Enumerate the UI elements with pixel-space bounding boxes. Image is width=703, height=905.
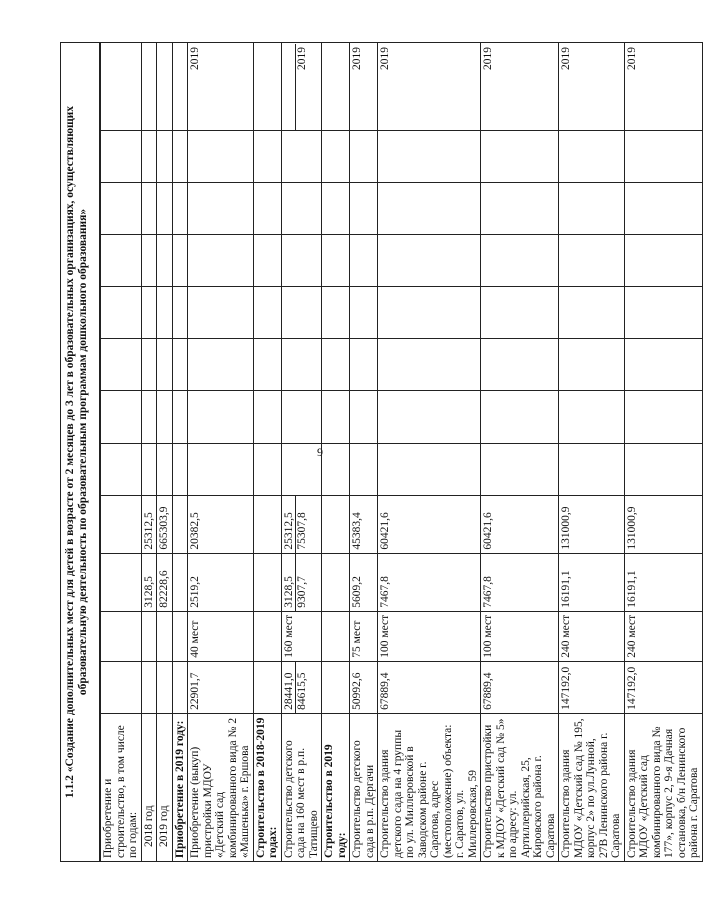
row-name: 2018 год	[141, 713, 157, 861]
page-number: 9	[317, 445, 323, 459]
row-name: Строительство здания детского сада на 4 группы по ул. Миллеровской в Заводском районе г. Саратова, адрес (местоположение) объекта: г. Саратов, ул. Миллеровская, 59	[378, 713, 481, 861]
cell-col-c: 3128,5	[141, 553, 157, 611]
cell-empty	[624, 131, 702, 183]
cell-empty	[188, 131, 254, 183]
cell-col-b	[322, 611, 350, 661]
cell-col-d: 45383,4	[350, 495, 378, 553]
cell-empty	[624, 339, 702, 391]
table-row	[141, 43, 157, 862]
cell-part: 9307,7	[296, 576, 308, 608]
cell-year	[281, 43, 322, 131]
cell-col-c	[172, 553, 188, 611]
cell-col-a	[172, 661, 188, 713]
cell-col-b: 100 мест	[481, 611, 559, 661]
cell-empty	[101, 391, 142, 443]
cell-col-a	[322, 661, 350, 713]
cell-empty	[481, 339, 559, 391]
cell-col-c: 82228,6	[157, 553, 173, 611]
cell-year	[101, 43, 142, 131]
cell-empty	[157, 391, 173, 443]
cell-empty	[188, 443, 254, 495]
cell-empty	[281, 235, 322, 287]
cell-empty	[172, 131, 188, 183]
cell-col-b: 40 мест	[188, 611, 254, 661]
cell-empty	[172, 183, 188, 235]
row-name: Приобретение в 2019 году:	[172, 713, 188, 861]
cell-col-b: 75 мест	[350, 611, 378, 661]
cell-empty	[188, 391, 254, 443]
cell-col-c: 7467,8	[481, 553, 559, 611]
cell-col-b	[172, 611, 188, 661]
cell-year	[157, 43, 173, 131]
cell-empty	[378, 235, 481, 287]
cell-year	[253, 43, 281, 131]
cell-empty	[559, 443, 625, 495]
cell-col-d	[322, 495, 350, 553]
cell-year	[172, 43, 188, 131]
cell-col-b: 100 мест	[378, 611, 481, 661]
cell-part	[283, 44, 297, 130]
cell-empty	[481, 443, 559, 495]
cell-col-a	[281, 661, 322, 713]
cell-col-d: 131000,9	[624, 495, 702, 553]
cell-empty	[188, 235, 254, 287]
cell-empty	[481, 287, 559, 339]
cell-col-d	[101, 495, 142, 553]
cell-year	[141, 43, 157, 131]
cell-col-c	[281, 553, 322, 611]
cell-empty	[624, 287, 702, 339]
cell-empty	[281, 443, 322, 495]
cell-empty	[559, 235, 625, 287]
cell-col-d: 131000,9	[559, 495, 625, 553]
cell-empty	[172, 287, 188, 339]
cell-empty	[350, 183, 378, 235]
table-row	[101, 43, 142, 862]
cell-empty	[481, 235, 559, 287]
cell-col-c	[253, 553, 281, 611]
cell-empty	[253, 287, 281, 339]
cell-empty	[322, 235, 350, 287]
cell-empty	[172, 235, 188, 287]
cell-empty	[253, 391, 281, 443]
cell-empty	[188, 183, 254, 235]
row-name: Строительство пристройки к МДОУ «Детский сад № 5» по адресу: ул. Артиллерийская, 25, Кировского района г. Саратова	[481, 713, 559, 861]
cell-empty	[188, 287, 254, 339]
cell-year	[322, 43, 350, 131]
cell-col-c: 16191,1	[559, 553, 625, 611]
cell-col-a: 67889,4	[378, 661, 481, 713]
cell-empty	[559, 131, 625, 183]
cell-empty	[141, 183, 157, 235]
cell-year: 2019	[188, 43, 254, 131]
cell-col-b	[101, 611, 142, 661]
cell-empty	[253, 443, 281, 495]
cell-empty	[350, 287, 378, 339]
rotated-table-sheet	[60, 42, 700, 862]
cell-empty	[624, 443, 702, 495]
section-header-line1: 1.1.2 «Создание дополнительных мест для детей в возрасте от 2 месяцев до 3 лет в образовательных организациях, осуществляющих	[64, 105, 76, 799]
cell-col-d: 60421,6	[481, 495, 559, 553]
cell-empty	[559, 287, 625, 339]
cell-col-c: 16191,1	[624, 553, 702, 611]
cell-empty	[322, 339, 350, 391]
table-row	[559, 43, 625, 862]
table-row	[157, 43, 173, 862]
cell-empty	[101, 287, 142, 339]
cell-empty	[378, 131, 481, 183]
cell-empty	[281, 391, 322, 443]
cell-empty	[281, 287, 322, 339]
cell-empty	[253, 339, 281, 391]
table-row	[172, 43, 188, 862]
cell-empty	[172, 391, 188, 443]
cell-col-a	[101, 661, 142, 713]
cell-col-b	[141, 611, 157, 661]
cell-empty	[378, 287, 481, 339]
cell-empty	[157, 235, 173, 287]
cell-part: 28441,0	[283, 662, 297, 713]
cell-col-d	[281, 495, 322, 553]
cell-col-d	[172, 495, 188, 553]
cell-empty	[559, 391, 625, 443]
table-row	[322, 43, 350, 862]
cell-empty	[253, 235, 281, 287]
cell-col-c	[322, 553, 350, 611]
cell-col-d	[253, 495, 281, 553]
cell-empty	[378, 339, 481, 391]
cell-empty	[322, 183, 350, 235]
cell-col-c	[101, 553, 142, 611]
cell-empty	[141, 235, 157, 287]
cell-col-d: 60421,6	[378, 495, 481, 553]
cell-col-c: 2519,2	[188, 553, 254, 611]
section-header	[60, 42, 100, 862]
row-name: Строительство здания МДОУ «Детский сад № 195, корпус 2» по ул.Лунной, 27В Ленинского района г. Саратова	[559, 713, 625, 861]
cell-part: 75307,8	[296, 512, 308, 550]
cell-col-b	[253, 611, 281, 661]
cell-year: 2019	[624, 43, 702, 131]
cell-empty	[281, 339, 322, 391]
cell-empty	[141, 443, 157, 495]
cell-empty	[322, 287, 350, 339]
cell-empty	[350, 339, 378, 391]
table-row	[253, 43, 281, 862]
cell-empty	[157, 287, 173, 339]
cell-empty	[141, 339, 157, 391]
cell-col-a: 50992,6	[350, 661, 378, 713]
cell-empty	[624, 183, 702, 235]
cell-part: 3128,5	[283, 554, 297, 611]
cell-empty	[322, 443, 350, 495]
row-name: Приобретение и строительство, в том числе по годам:	[101, 713, 142, 861]
cell-col-d: 25312,5	[141, 495, 157, 553]
table-row	[188, 43, 254, 862]
cell-empty	[253, 183, 281, 235]
cell-col-b: 240 мест	[559, 611, 625, 661]
cell-empty	[141, 391, 157, 443]
cell-empty	[624, 235, 702, 287]
cell-empty	[378, 443, 481, 495]
cell-empty	[350, 391, 378, 443]
cell-col-a: 147192,0	[559, 661, 625, 713]
table-row	[481, 43, 559, 862]
cell-empty	[481, 391, 559, 443]
cell-col-a	[157, 661, 173, 713]
cell-empty	[350, 131, 378, 183]
row-name: Строительство в 2019 году:	[322, 713, 350, 861]
cell-empty	[481, 183, 559, 235]
data-table	[100, 42, 703, 862]
cell-col-b: 160 мест	[281, 611, 322, 661]
row-name: Строительство детского сада в р.п. Дергачи	[350, 713, 378, 861]
cell-col-b	[157, 611, 173, 661]
cell-empty	[141, 287, 157, 339]
cell-empty	[378, 183, 481, 235]
cell-empty	[281, 183, 322, 235]
section-header-line2: образовательную деятельность по образовательным программам дошкольного образования»	[77, 208, 89, 696]
table-row	[281, 43, 322, 862]
cell-col-d: 20382,5	[188, 495, 254, 553]
table-row	[624, 43, 702, 862]
row-name: 2019 год	[157, 713, 173, 861]
cell-empty	[188, 339, 254, 391]
cell-empty	[378, 391, 481, 443]
cell-empty	[101, 339, 142, 391]
table-row	[350, 43, 378, 862]
cell-empty	[101, 443, 142, 495]
cell-empty	[559, 183, 625, 235]
cell-empty	[172, 443, 188, 495]
row-name: Приобретение (выкуп) пристройки МДОУ «Детский сад комбинированного вида № 2 «Машенька» г. Ершова	[188, 713, 254, 861]
cell-empty	[157, 443, 173, 495]
cell-year: 2019	[350, 43, 378, 131]
cell-empty	[481, 131, 559, 183]
cell-col-c: 5609,2	[350, 553, 378, 611]
cell-empty	[350, 443, 378, 495]
cell-col-a	[253, 661, 281, 713]
cell-col-a: 67889,4	[481, 661, 559, 713]
cell-empty	[157, 183, 173, 235]
cell-col-a: 147192,0	[624, 661, 702, 713]
cell-empty	[101, 183, 142, 235]
cell-part: 84615,5	[296, 672, 308, 710]
cell-year: 2019	[378, 43, 481, 131]
cell-col-a: 22901,7	[188, 661, 254, 713]
cell-year: 2019	[559, 43, 625, 131]
cell-empty	[253, 131, 281, 183]
cell-empty	[624, 391, 702, 443]
cell-empty	[172, 339, 188, 391]
cell-col-c: 7467,8	[378, 553, 481, 611]
cell-col-a	[141, 661, 157, 713]
cell-col-d: 665303,9	[157, 495, 173, 553]
cell-empty	[141, 131, 157, 183]
cell-empty	[350, 235, 378, 287]
cell-empty	[322, 131, 350, 183]
cell-empty	[559, 339, 625, 391]
row-name: Строительство здания МДОУ «Детский сад комбинированного вида № 177», корпус 2, 9-я Дачная остановка, б/н Ленинского района г. Саратова	[624, 713, 702, 861]
cell-part: 2019	[296, 47, 308, 70]
row-name: Строительство в 2018-2019 годах:	[253, 713, 281, 861]
row-name: Строительство детского сада на 160 мест в р.п. Татищево	[281, 713, 322, 861]
cell-empty	[101, 235, 142, 287]
table-row	[378, 43, 481, 862]
cell-empty	[157, 131, 173, 183]
cell-col-b: 240 мест	[624, 611, 702, 661]
cell-year: 2019	[481, 43, 559, 131]
cell-empty	[101, 131, 142, 183]
cell-part: 25312,5	[283, 496, 297, 553]
cell-empty	[281, 131, 322, 183]
cell-empty	[322, 391, 350, 443]
cell-empty	[157, 339, 173, 391]
